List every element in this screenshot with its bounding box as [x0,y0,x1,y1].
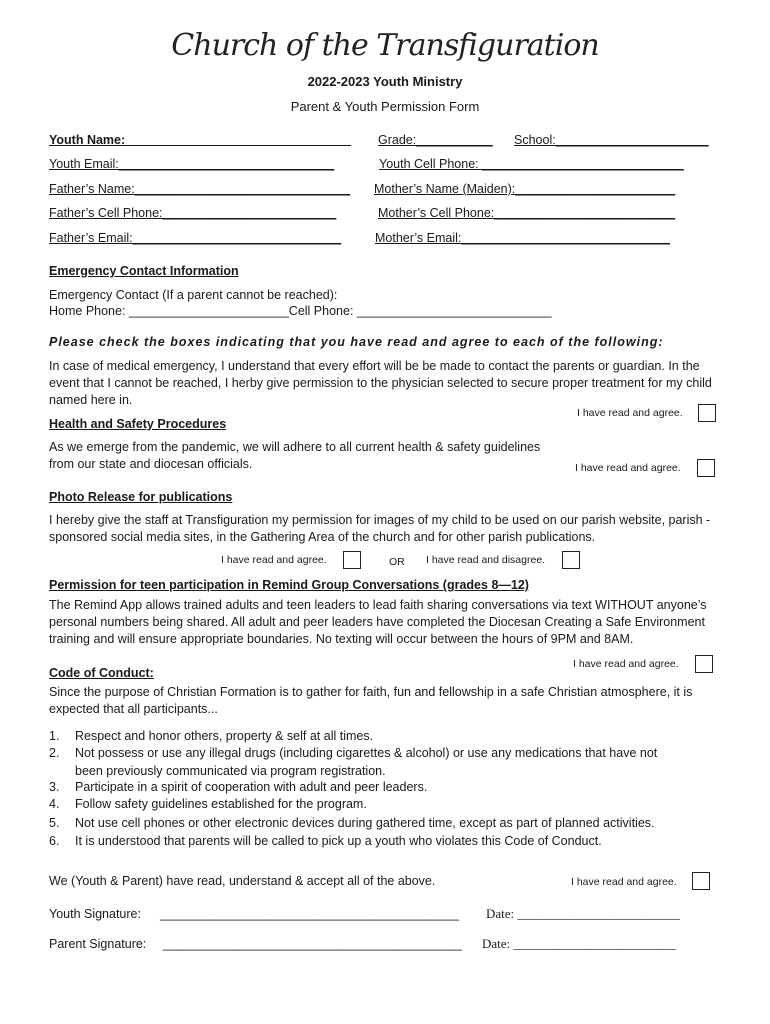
list-item-text: It is understood that parents will be called to pick up a youth who violates this Code of Conduct. [75,834,602,848]
health-heading: Health and Safety Procedures [49,417,227,431]
list-item-text: Not use cell phones or other electronic devices during gathered time, except as part of planned activities. [75,816,655,830]
remind-agree-label: I have read and agree. [573,658,679,670]
church-title: Church of the Transfiguration [171,28,599,63]
final-agree-label: I have read and agree. [571,876,677,888]
instruction-text: Please check the boxes indicating that you have read and agree to each of the following: [49,335,664,349]
mother-name-field[interactable]: Mother’s Name (Maiden):_______________________ [374,182,676,196]
remind-heading: Permission for teen participation in Remind Group Conversations (grades 8—12) [49,578,529,592]
parent-signature-line[interactable]: ___________________________________________ [163,937,462,951]
photo-disagree-label: I have read and disagree. [426,554,546,566]
list-item-number: 3. [49,780,60,794]
youth-date-field[interactable]: Date: _________________________ [486,906,680,921]
father-name-field[interactable]: Father’s Name:_______________________________ [49,182,351,196]
medical-text: In case of medical emergency, I understand that every effort will be be made to contact the parents or guardian. In the event that I cannot be reached, I herby give permission to the physician selected to secure proper treatment for my child named here in. [49,359,712,407]
mother-cell-field[interactable]: Mother’s Cell Phone:__________________________ [378,206,676,220]
father-cell-field[interactable]: Father’s Cell Phone:_________________________ [49,206,337,220]
photo-agree-checkbox[interactable] [343,551,361,569]
list-item-number: 6. [49,834,60,848]
school-field[interactable]: School:______________________ [514,133,709,147]
list-item-number: 4. [49,797,60,811]
youth-name-field[interactable]: Youth Name: ________________________________ [49,133,352,147]
youth-signature-line[interactable]: ___________________________________________ [160,907,459,921]
final-statement: We (Youth & Parent) have read, understand & accept all of the above. [49,874,436,888]
medical-agree-checkbox[interactable] [698,404,716,422]
list-item-text: Not possess or use any illegal drugs (including cigarettes & alcohol) or use any medications that have not been previously communicated via program registration. [75,746,658,778]
photo-disagree-checkbox[interactable] [562,551,580,569]
list-item-text: Participate in a spirit of cooperation with adult and peer leaders. [75,780,428,794]
father-email-field[interactable]: Father’s Email:______________________________ [49,231,342,245]
conduct-intro: Since the purpose of Christian Formation is to gather for faith, fun and fellowship in a safe Christian atmosphere, it is expected that all participants... [49,685,693,716]
year-title: 2022-2023 Youth Ministry [307,74,463,89]
youth-cell-field[interactable]: Youth Cell Phone: _____________________________ [379,157,684,171]
emergency-contact-line: Emergency Contact (If a parent cannot be reached): [49,288,338,302]
conduct-list [49,728,729,853]
emergency-phone-line[interactable]: Home Phone: _______________________Cell Phone: ____________________________ [49,304,552,318]
mother-email-field[interactable]: Mother’s Email:______________________________ [375,231,670,245]
photo-text: I hereby give the staff at Transfiguration my permission for images of my child to be used on our parish website, parish -sponsored social media sites, in the Gathering Area of the church and for other parish publications. [49,513,711,544]
youth-email-field[interactable]: Youth Email:_______________________________ [49,157,335,171]
list-item-number: 1. [49,729,60,743]
medical-agree-label: I have read and agree. [577,407,683,419]
list-item-number: 5. [49,816,60,830]
health-agree-label: I have read and agree. [575,462,681,474]
list-item-number: 2. [49,746,60,760]
emergency-heading: Emergency Contact Information [49,264,239,278]
health-agree-checkbox[interactable] [697,459,715,477]
remind-agree-checkbox[interactable] [695,655,713,673]
conduct-heading: Code of Conduct: [49,666,154,680]
list-item-text: Follow safety guidelines established for the program. [75,797,367,811]
youth-signature-label: Youth Signature: [49,907,141,921]
list-item-text: Respect and honor others, property & self at all times. [75,729,374,743]
health-text: As we emerge from the pandemic, we will adhere to all current health & safety guidelines from our state and diocesan officials. [49,440,541,471]
parent-date-field[interactable]: Date: _________________________ [482,936,676,951]
form-title: Parent & Youth Permission Form [290,99,480,114]
photo-agree-label: I have read and agree. [221,554,327,566]
photo-heading: Photo Release for publications [49,490,233,504]
remind-text: The Remind App allows trained adults and teen leaders to lead faith sharing conversations via text WITHOUT anyone’s personal numbers being shared. All adult and peer leaders have completed the Diocesan Creating a Safe Environment training and will ensure appropriate boundaries. No texting will occur between the hours of 9PM and 8AM. [49,598,707,646]
parent-signature-label: Parent Signature: [49,937,147,951]
grade-field[interactable]: Grade:___________ [378,133,493,147]
photo-or-label: OR [389,556,405,568]
final-agree-checkbox[interactable] [692,872,710,890]
